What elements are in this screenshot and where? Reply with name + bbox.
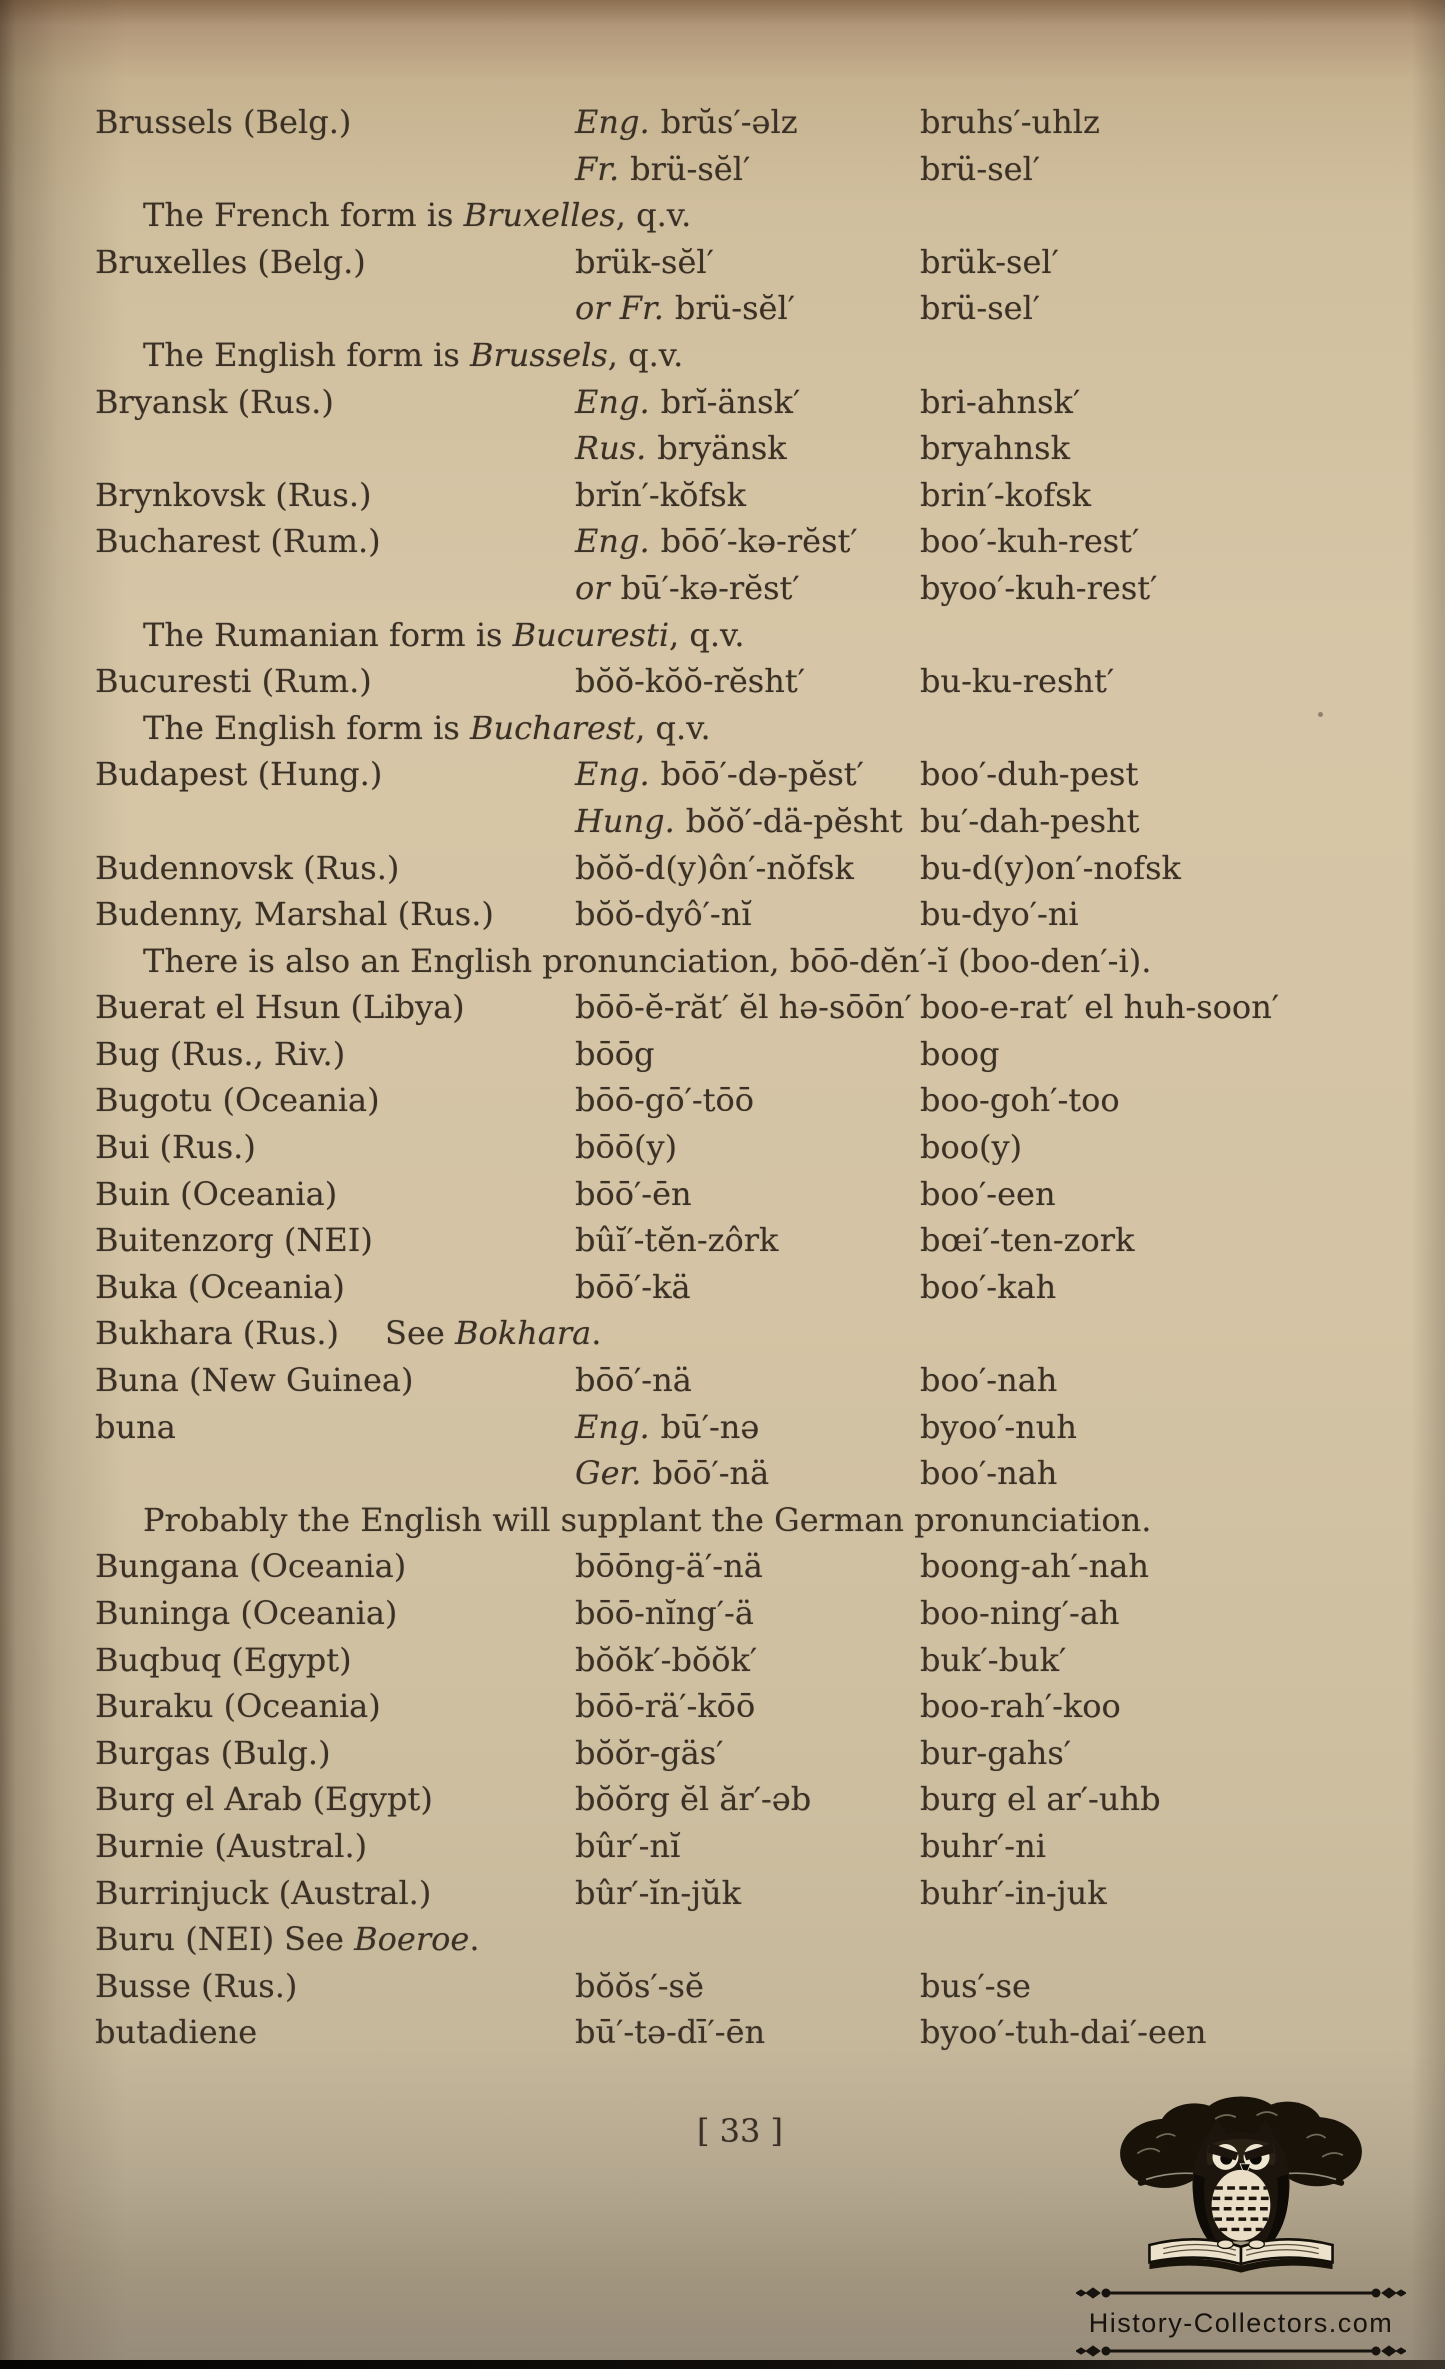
entry-row (0, 1823, 1445, 1870)
paper-speck (1318, 712, 1323, 717)
entry-respelling: boo′-nah (920, 1454, 1058, 1493)
entry-row (0, 99, 1445, 146)
note-reference: Brussels (469, 335, 608, 374)
entry-row (0, 379, 1445, 426)
entry-row (0, 425, 1445, 472)
phonetic-text: bōō′-nä (575, 1361, 692, 1400)
entry-respelling: bu-d(y)on′-nofsk (920, 848, 1181, 887)
entry-respelling: boo′-nah (920, 1361, 1058, 1400)
entry-name: Burrinjuck (Austral.) (95, 1873, 432, 1912)
entry-row (0, 1776, 1445, 1823)
phonetic-text: bōō′-kə-rĕst′ (660, 522, 858, 561)
entry-respelling: boo-ning′-ah (920, 1594, 1120, 1632)
see-row (0, 1310, 1445, 1357)
entry-phonetic (575, 565, 920, 612)
entry-row (0, 1543, 1445, 1590)
entry-row (0, 518, 1445, 565)
entry-row (0, 1077, 1445, 1124)
entry-phonetic (575, 99, 920, 146)
watermark-site-text: History-Collectors.com (1088, 2308, 1394, 2338)
ornamental-divider-top (1076, 2285, 1406, 2301)
entry-phonetic (575, 1823, 920, 1870)
phonetic-text: bûĭ′-tĕn-zôrk (575, 1221, 779, 1260)
see-reference: Boeroe (354, 1920, 470, 1959)
note-text: , q.v. (607, 335, 684, 374)
entry-name: Busse (Rus.) (95, 1966, 298, 2005)
ornamental-divider-bottom (1076, 2343, 1406, 2359)
entry-phonetic (575, 1217, 920, 1264)
entry-phonetic (575, 239, 920, 286)
language-prefix: Eng. (575, 755, 650, 794)
phonetic-text: bōō-rä′-kōō (575, 1687, 756, 1726)
entry-phonetic (575, 1776, 920, 1823)
phonetic-text: bŏŏs′-sĕ (575, 1966, 704, 2005)
phonetic-text: brük-sĕl′ (575, 242, 714, 281)
phonetic-text: brĭ-änsk′ (660, 382, 801, 421)
entry-row (0, 845, 1445, 892)
entry-name: Buin (Oceania) (95, 1174, 338, 1213)
entry-phonetic (575, 1637, 920, 1684)
note-text: The Rumanian form is (143, 615, 513, 654)
entry-name: Budapest (Hung.) (95, 755, 383, 794)
entry-respelling: byoo′-tuh-dai′-een (920, 2013, 1207, 2052)
entry-name: Burgas (Bulg.) (95, 1733, 331, 1772)
entry-row (0, 239, 1445, 286)
entry-name: Buninga (Oceania) (95, 1594, 398, 1632)
entry-row (0, 1590, 1445, 1637)
entry-phonetic (575, 1077, 920, 1124)
entry-phonetic (575, 425, 920, 472)
phonetic-text: bŏŏ-kŏŏ-rĕsht′ (575, 662, 805, 701)
entry-row (0, 1870, 1445, 1917)
phonetic-text: bōō-gō′-tōō (575, 1081, 755, 1120)
note-text: The French form is (143, 196, 464, 235)
entry-row (0, 658, 1445, 705)
phonetic-text: bōōng-ä′-nä (575, 1547, 763, 1586)
entry-row (0, 798, 1445, 845)
entry-name: Bukhara (Rus.) (95, 1314, 340, 1353)
note-row (0, 938, 1445, 985)
entry-phonetic (575, 379, 920, 426)
entry-phonetic (575, 751, 920, 798)
entry-respelling: brin′-kofsk (920, 475, 1092, 514)
entry-respelling: boo′-duh-pest (920, 755, 1139, 794)
entry-phonetic (575, 1963, 920, 2010)
entry-row (0, 1683, 1445, 1730)
entry-row (0, 1404, 1445, 1451)
language-prefix: or (575, 568, 610, 607)
entry-name (95, 565, 575, 612)
note-row (0, 705, 1445, 752)
phonetic-text: bōō-nĭng′-ä (575, 1594, 754, 1632)
phonetic-text: bōō′-kä (575, 1267, 691, 1306)
note-row (0, 332, 1445, 379)
entry-phonetic (575, 845, 920, 892)
phonetic-text: bŏŏr-gäs′ (575, 1733, 724, 1772)
phonetic-text: bōō(y) (575, 1128, 678, 1167)
entry-respelling: bruhs′-uhlz (920, 103, 1100, 141)
entry-name: Buka (Oceania) (95, 1267, 345, 1306)
entry-row (0, 1450, 1445, 1497)
entry-row (0, 1730, 1445, 1777)
entry-row (0, 1124, 1445, 1171)
entry-name: Bucharest (Rum.) (95, 522, 381, 561)
page-number: [ 33 ] (696, 2112, 784, 2150)
watermark (1055, 2093, 1427, 2363)
phonetic-text: bŏŏ-d(y)ôn′-nŏfsk (575, 848, 854, 887)
see-text: See (284, 1920, 355, 1959)
entry-row (0, 1963, 1445, 2010)
entry-respelling: bu′-dah-pesht (920, 801, 1140, 840)
language-prefix: Eng. (575, 382, 650, 421)
entry-row (0, 1264, 1445, 1311)
entry-row (0, 1217, 1445, 1264)
entry-respelling: boo′-kuh-rest′ (920, 522, 1140, 561)
see-text: . (469, 1920, 480, 1959)
entry-name (95, 1450, 575, 1497)
entry-respelling: bu-dyo′-ni (920, 895, 1079, 934)
note-text: , q.v. (635, 708, 711, 747)
entry-row (0, 891, 1445, 938)
phonetic-text: brŭs′-əlz (660, 103, 798, 141)
phonetic-text: bûr′-nĭ (575, 1826, 681, 1865)
entry-row (0, 984, 1445, 1031)
note-text: The English form is (143, 335, 470, 374)
entry-respelling: boo-goh′-too (920, 1081, 1120, 1120)
entry-phonetic (575, 1171, 920, 1218)
entry-phonetic (575, 472, 920, 519)
entry-respelling: brü-sel′ (920, 149, 1041, 188)
note-reference: Bucuresti (512, 615, 670, 654)
phonetic-text: brü-sĕl′ (674, 289, 795, 328)
note-text: , q.v. (669, 615, 745, 654)
entry-phonetic (575, 1450, 920, 1497)
see-reference: Bokhara (454, 1314, 592, 1353)
entry-respelling: byoo′-nuh (920, 1407, 1077, 1446)
phonetic-text: bū′-nə (660, 1407, 760, 1446)
entry-row (0, 1637, 1445, 1684)
language-prefix: Hung. (575, 801, 675, 840)
phonetic-text: bōō-ĕ-răt′ ĕl hə-sōōn′ (575, 988, 912, 1027)
entry-respelling: buk′-buk′ (920, 1640, 1067, 1679)
entry-name: Brynkovsk (Rus.) (95, 475, 372, 514)
note-row (0, 612, 1445, 659)
entry-phonetic (575, 984, 920, 1031)
entry-name: Bucuresti (Rum.) (95, 662, 372, 701)
note-row (0, 1497, 1445, 1544)
entry-phonetic (575, 1264, 920, 1311)
phonetic-text: bŏŏ-dyô′-nĭ (575, 895, 752, 934)
entry-phonetic (575, 1683, 920, 1730)
entry-respelling: bryahnsk (920, 429, 1070, 468)
note-text: , q.v. (615, 196, 692, 235)
entry-phonetic (575, 146, 920, 193)
entry-row (0, 1171, 1445, 1218)
entry-name: Buru (NEI) (95, 1920, 275, 1959)
entry-respelling: bri-ahnsk′ (920, 382, 1081, 421)
entry-name (95, 425, 575, 472)
phonetic-text: bŏŏk′-bŏŏk′ (575, 1640, 758, 1679)
phonetic-text: bū′-kə-rĕst′ (620, 568, 800, 607)
language-prefix: or Fr. (575, 289, 664, 328)
phonetic-text: brü-sĕl′ (630, 149, 751, 188)
entry-respelling: bus′-se (920, 1966, 1031, 2005)
language-prefix: Eng. (575, 103, 650, 141)
photo-bottom-edge (0, 2360, 1445, 2369)
entry-respelling: brü-sel′ (920, 289, 1041, 328)
see-row (0, 1916, 1445, 1963)
entry-name: Bugotu (Oceania) (95, 1081, 380, 1120)
phonetic-text: bûr′-ĭn-jŭk (575, 1873, 742, 1912)
phonetic-text: bōō′-də-pĕst′ (660, 755, 864, 794)
entry-name: Burnie (Austral.) (95, 1826, 368, 1865)
note-reference: Bucharest (469, 708, 636, 747)
phonetic-text: bŏŏrg ĕl ăr′-əb (575, 1780, 812, 1819)
entry-row (0, 146, 1445, 193)
note-text: The English form is (143, 708, 470, 747)
see-text: See (385, 1314, 455, 1353)
entry-name: Buna (New Guinea) (95, 1361, 414, 1400)
language-prefix: Rus. (575, 429, 647, 468)
entry-phonetic (575, 1870, 920, 1917)
entry-respelling: bur-gahs′ (920, 1733, 1072, 1772)
entry-name: Buqbuq (Egypt) (95, 1640, 352, 1679)
entry-name: Buraku (Oceania) (95, 1687, 381, 1726)
phonetic-text: bōōg (575, 1034, 655, 1073)
phonetic-text: bryänsk (657, 429, 787, 468)
entry-respelling: boog (920, 1034, 1000, 1073)
entry-row (0, 472, 1445, 519)
entry-name: Budenny, Marshal (Rus.) (95, 895, 494, 934)
entry-row (0, 1357, 1445, 1404)
see-text: . (591, 1314, 602, 1353)
entry-respelling: boo′-kah (920, 1267, 1057, 1306)
phonetic-text: bŏŏ′-dä-pĕsht (685, 801, 903, 840)
entry-row (0, 285, 1445, 332)
entry-phonetic (575, 1404, 920, 1451)
phonetic-text: brĭn′-kŏfsk (575, 475, 747, 514)
entry-name: Bungana (Oceania) (95, 1547, 407, 1586)
owl-on-book-icon (1111, 2093, 1371, 2283)
entry-phonetic (575, 518, 920, 565)
phonetic-text: bōō′-nä (652, 1454, 770, 1493)
entry-respelling: burg el ar′-uhb (920, 1780, 1161, 1819)
language-prefix: Fr. (575, 149, 620, 188)
entry-phonetic (575, 1730, 920, 1777)
entry-name (95, 285, 575, 332)
entry-respelling: boo′-een (920, 1174, 1056, 1213)
entry-name: Buitenzorg (NEI) (95, 1221, 373, 1260)
entry-respelling: boo(y) (920, 1128, 1023, 1167)
note-text: There is also an English pronunciation, bōō-dĕn′-ĭ (boo-den′-i). (143, 941, 1152, 980)
entry-respelling: bu-ku-resht′ (920, 662, 1115, 701)
language-prefix: Ger. (575, 1454, 642, 1493)
note-row (0, 192, 1445, 239)
entry-name (95, 146, 575, 193)
entry-respelling: byoo′-kuh-rest′ (920, 568, 1158, 607)
entry-name: Buerat el Hsun (Libya) (95, 988, 465, 1027)
phonetic-text: bū′-tə-dī′-ēn (575, 2013, 766, 2052)
entry-respelling: buhr′-in-juk (920, 1873, 1107, 1912)
entry-respelling: brük-sel′ (920, 242, 1059, 281)
entry-respelling: boo-rah′-koo (920, 1687, 1121, 1726)
entry-phonetic (575, 1357, 920, 1404)
entry-name: Burg el Arab (Egypt) (95, 1780, 433, 1819)
entry-name: buna (95, 1407, 176, 1446)
note-text: Probably the English will supplant the German pronunciation. (143, 1500, 1152, 1539)
language-prefix: Eng. (575, 522, 650, 561)
entry-respelling: boong-ah′-nah (920, 1547, 1149, 1586)
entry-name: butadiene (95, 2013, 258, 2052)
entry-row (0, 565, 1445, 612)
entry-name: Budennovsk (Rus.) (95, 848, 400, 887)
entry-phonetic (575, 1124, 920, 1171)
entry-respelling: buhr′-ni (920, 1826, 1046, 1865)
entry-phonetic (575, 285, 920, 332)
entry-row (0, 1031, 1445, 1078)
entry-name: Bug (Rus., Riv.) (95, 1034, 346, 1073)
entry-row (0, 2009, 1445, 2056)
entry-phonetic (575, 891, 920, 938)
entry-phonetic (575, 1031, 920, 1078)
phonetic-text: bōō′-ēn (575, 1174, 692, 1213)
entry-phonetic (575, 1590, 920, 1637)
entry-name: Bryansk (Rus.) (95, 382, 334, 421)
entries-list (0, 99, 1445, 2056)
note-reference: Bruxelles (463, 196, 616, 235)
entry-name: Bui (Rus.) (95, 1128, 256, 1167)
entry-name (95, 798, 575, 845)
entry-row (0, 751, 1445, 798)
entry-respelling: boo-e-rat′ el huh-soon′ (920, 988, 1280, 1027)
entry-name: Bruxelles (Belg.) (95, 242, 366, 281)
entry-phonetic (575, 658, 920, 705)
entry-respelling: bœi′-ten-zork (920, 1221, 1135, 1260)
entry-phonetic (575, 798, 920, 845)
entry-phonetic (575, 2009, 920, 2056)
entry-phonetic (575, 1543, 920, 1590)
language-prefix: Eng. (575, 1407, 650, 1446)
entry-name: Brussels (Belg.) (95, 103, 352, 141)
